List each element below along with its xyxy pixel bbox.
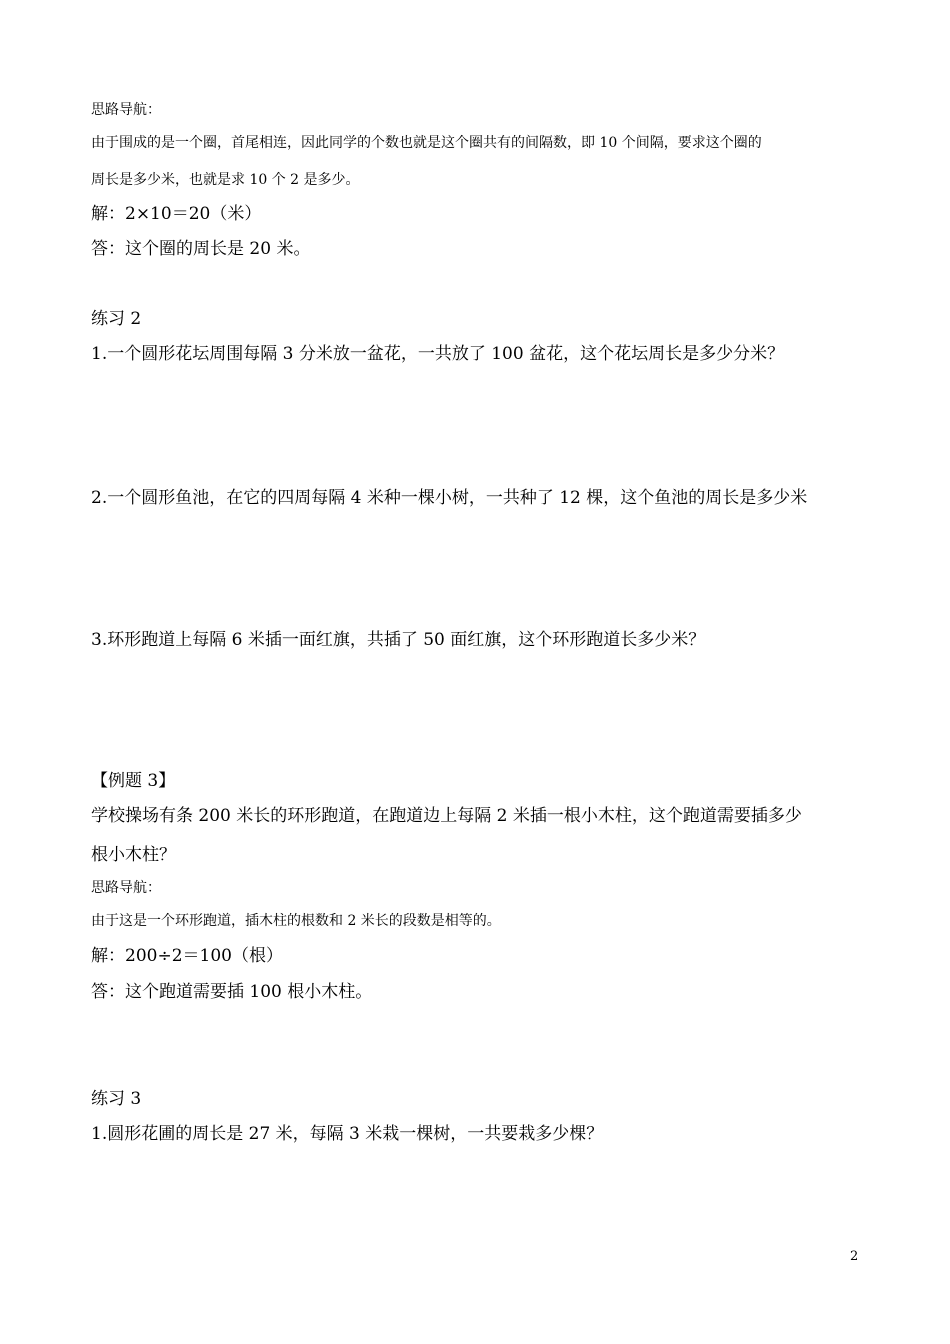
example-3-problem-line-1: 学校操场有条 200 米长的环形跑道，在跑道边上每隔 2 米插一根小木柱，这个跑道需要插多少 — [91, 806, 802, 826]
practice-3-question-1: 1.圆形花圃的周长是 27 米，每隔 3 米栽一棵树，一共要栽多少棵？ — [91, 1124, 604, 1144]
practice-2-question-2: 2.一个圆形鱼池，在它的四周每隔 4 米种一棵小树，一共种了 12 棵，这个鱼池的周长是多少米 — [91, 488, 808, 508]
example-3-hint-text: 由于这是一个环形跑道，插木柱的根数和 2 米长的段数是相等的。 — [91, 913, 501, 929]
practice-2-question-3: 3.环形跑道上每隔 6 米插一面红旗，共插了 50 面红旗，这个环形跑道长多少米？ — [91, 630, 706, 650]
hint-label: 思路导航： — [91, 102, 161, 118]
practice-3-title: 练习 3 — [91, 1089, 142, 1109]
page-number: 2 — [850, 1249, 859, 1264]
answer: 答：这个圈的周长是 20 米。 — [91, 239, 311, 259]
example-3-hint-label: 思路导航： — [91, 880, 161, 896]
hint-text-line-2: 周长是多少米，也就是求 10 个 2 是多少。 — [91, 172, 360, 188]
example-3-title: 【例题 3】 — [91, 771, 176, 791]
practice-2-title: 练习 2 — [91, 309, 142, 329]
example-3-solution: 解：200÷2＝100（根） — [91, 946, 283, 966]
hint-text-line-1: 由于围成的是一个圈，首尾相连，因此同学的个数也就是这个圈共有的间隔数，即 10 个间隔，要求这个圈的 — [91, 135, 762, 151]
example-3-answer: 答：这个跑道需要插 100 根小木柱。 — [91, 982, 373, 1002]
practice-2-question-1: 1.一个圆形花坛周围每隔 3 分米放一盆花，一共放了 100 盆花，这个花坛周长是多少分米？ — [91, 344, 785, 364]
example-3-problem-line-2: 根小木柱？ — [91, 845, 176, 865]
solution: 解：2×10＝20（米） — [91, 204, 262, 224]
